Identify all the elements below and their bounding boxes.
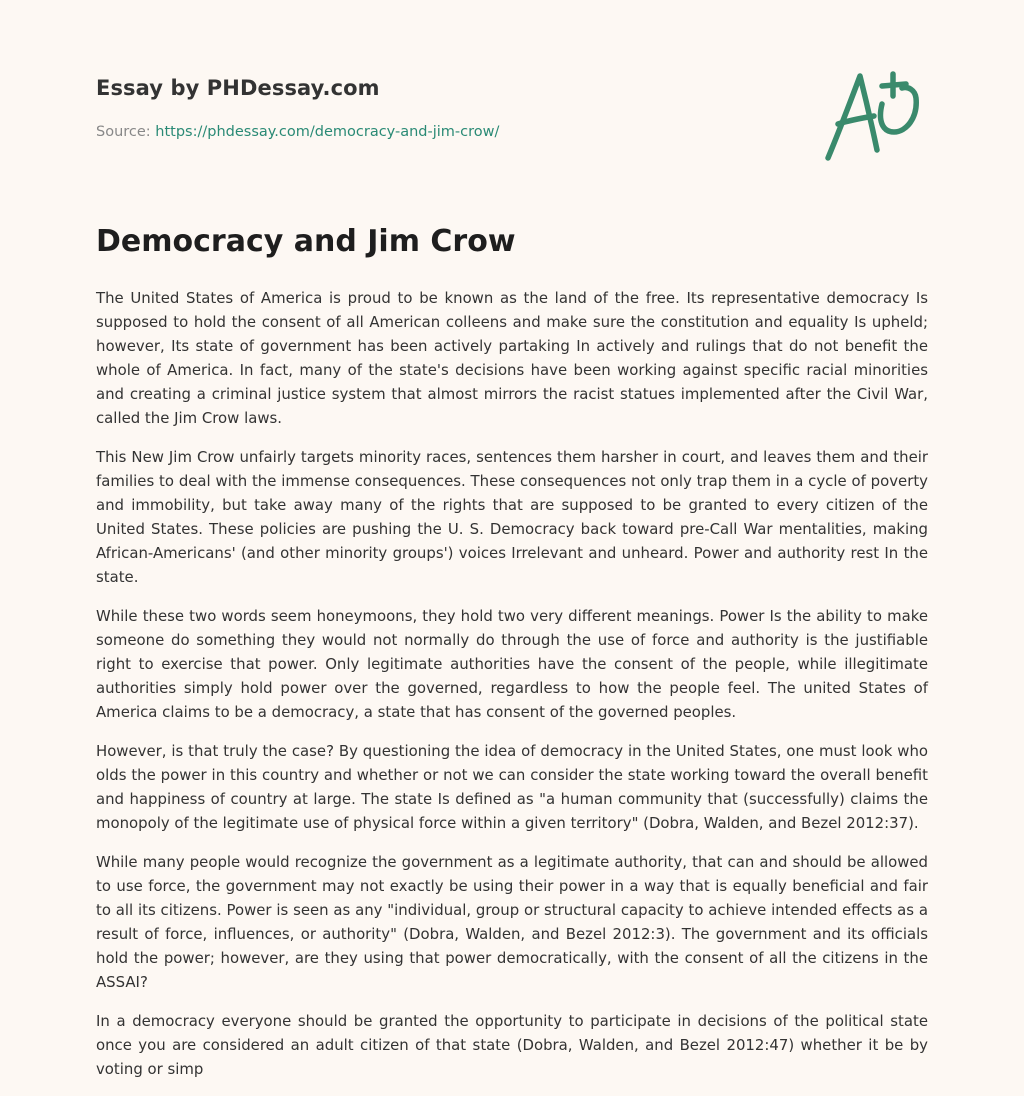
- essay-title: Democracy and Jim Crow: [96, 224, 516, 259]
- source-label: Source:: [96, 124, 156, 140]
- site-brand: Essay by PHDessay.com: [96, 76, 380, 100]
- essay-body: [96, 286, 928, 1096]
- essay-paragraph: In a democracy everyone should be granted the opportunity to participate in decisions of the political state once you are considered an adult citizen of that state (Dobra, Walden, and Bezel 2012:47) whether it be by voting or simp: [96, 1012, 928, 1078]
- essay-paragraph: However, is that truly the case? By questioning the idea of democracy in the United States, one must look who olds the power in this country and whether or not we can consider the state working toward the overall benefit and happiness of country at large. The state Is defined as "a human community that (successfully) claims the monopoly of the legitimate use of physical force within a given territory" (Dobra, Walden, and Bezel 2012:37).: [96, 742, 928, 832]
- essay-paragraph: While these two words seem honeymoons, they hold two very different meanings. Power Is the ability to make someone do something they would not normally do through the use of force and authority is the justifiable right to exercise that power. Only legitimate authorities have the consent of the people, while illegitimate authorities simply hold power over the governed, regardless to how the people feel. The united States of America claims to be a democracy, a state that has consent of the governed peoples.: [96, 607, 928, 721]
- essay-paragraph: While many people would recognize the government as a legitimate authority, that can and should be allowed to use force, the government may not exactly be using their power in a way that is equally beneficial and fair to all its citizens. Power is seen as any "individual, group or structural capacity to achieve intended effects as a result of force, influences, or authority" (Dobra, Walden, and Bezel 2012:3). The government and its officials hold the power; however, are they using that power democratically, with the consent of all the citizens in the ASSAI?: [96, 853, 928, 991]
- a-plus-grade-icon: [822, 68, 926, 164]
- essay-paragraph: This New Jim Crow unfairly targets minority races, sentences them harsher in court, and leaves them and their families to deal with the immense consequences. These consequences not only trap them in a cycle of poverty and immobility, but take away many of the rights that are supposed to be granted to every citizen of the United States. These policies are pushing the U. S. Democracy back toward pre-Call War mentalities, making African-Americans' (and other minority groups') voices Irrelevant and unheard. Power and authority rest In the state.: [96, 448, 928, 586]
- source-link[interactable]: https://phdessay.com/democracy-and-jim-crow/: [155, 124, 500, 140]
- essay-paragraph: The United States of America is proud to be known as the land of the free. Its representative democracy Is supposed to hold the consent of all American colleens and make sure the constitution and equality Is upheld; however, Its state of government has been actively partaking In actively and rulings that do not benefit the whole of America. In fact, many of the state's decisions have been working against specific racial minorities and creating a criminal justice system that almost mirrors the racist statues implemented after the Civil War, called the Jim Crow laws.: [96, 289, 928, 427]
- source-line: [96, 124, 499, 140]
